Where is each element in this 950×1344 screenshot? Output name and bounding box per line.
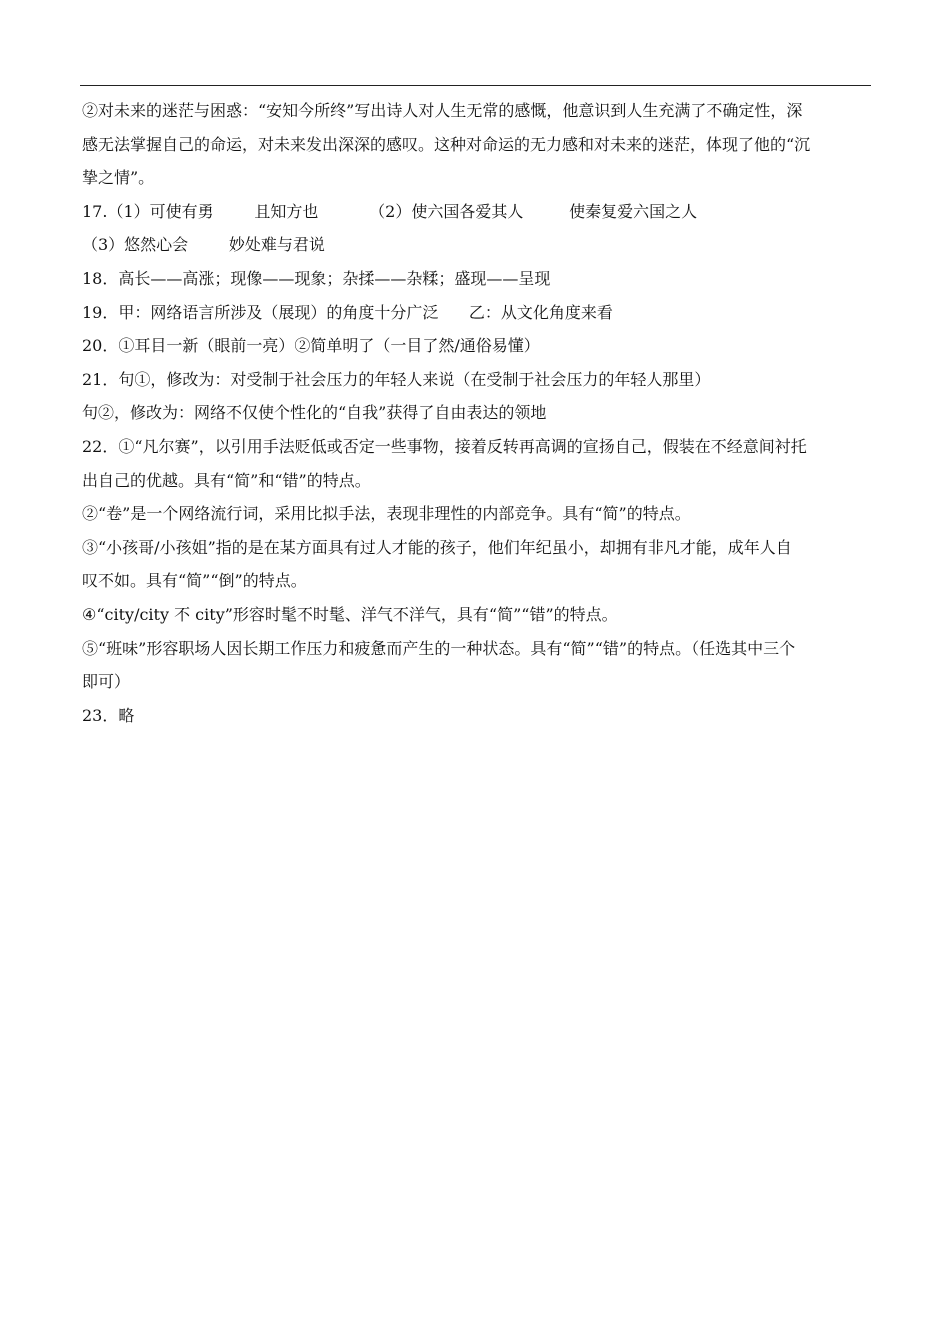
- answer-22: 22．①“凡尔赛”，以引用手法贬低或否定一些事物，接着反转再高调的宣扬自己，假装在不经意间衬托: [82, 436, 807, 456]
- text-line: ②对未来的迷茫与困惑：“安知今所终”写出诗人对人生无常的感慨，他意识到人生充满了不确定性，深: [82, 101, 803, 120]
- answer-23: 23．略: [82, 705, 135, 725]
- answer-17-part3: （3）悠然心会 妙处难与君说: [82, 235, 325, 255]
- text-line: 感无法掌握自己的命运，对未来发出深深的感叹。这种对命运的无力感和对未来的迷茫，体现了他的“沉: [82, 134, 811, 154]
- answer-22-item2: ②“卷”是一个网络流行词，采用比拟手法，表现非理性的内部竞争。具有“简”的特点。: [82, 504, 691, 524]
- answer-17: 17.（1）可使有勇 且知方也 （2）使六国各爱其人 使秦复爱六国之人: [82, 201, 698, 221]
- header-rule: [80, 85, 871, 86]
- text-line: 即可）: [82, 672, 131, 692]
- answer-22-item5: ⑤“班味”形容职场人因长期工作压力和疲惫而产生的一种状态。具有“简”“错”的特点。（任选其中三个: [82, 638, 796, 658]
- answer-21-part2: 句②，修改为：网络不仅使个性化的“自我”获得了自由表达的领地: [82, 403, 547, 423]
- answer-text: [82, 94, 872, 732]
- answer-22-item4: ④“city/city 不 city”形容时髦不时髦、洋气不洋气，具有“简”“错”的特点。: [82, 604, 618, 624]
- answer-20: 20．①耳目一新（眼前一亮）②简单明了（一目了然/通俗易懂）: [82, 336, 540, 356]
- text-line: 叹不如。具有“简”“倒”的特点。: [82, 571, 307, 591]
- answer-21: 21．句①，修改为：对受制于社会压力的年轻人来说（在受制于社会压力的年轻人那里）: [82, 369, 711, 389]
- text-line: 出自己的优越。具有“简”和“错”的特点。: [82, 470, 371, 490]
- answer-22-item3: ③“小孩哥/小孩姐”指的是在某方面具有过人才能的孩子，他们年纪虽小，却拥有非凡才能，成年人自: [82, 537, 792, 557]
- answer-18: 18．高长——高涨；现像——现象；杂揉——杂糅；盛现——呈现: [82, 268, 551, 288]
- answer-19: 19．甲：网络语言所涉及（展现）的角度十分广泛 乙：从文化角度来看: [82, 302, 613, 322]
- text-line: 挚之情”。: [82, 168, 155, 188]
